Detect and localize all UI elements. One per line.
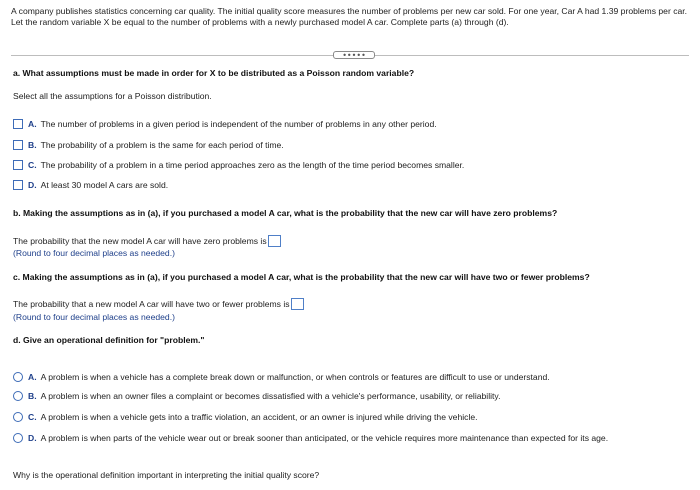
part-d-option-d[interactable]	[13, 433, 673, 444]
answer-prompt: The probability that a new model A car will have two or fewer problems is	[13, 299, 290, 309]
part-d-followup-question: Why is the operational definition important in interpreting the initial quality score?	[13, 470, 320, 480]
radio-button[interactable]	[13, 391, 23, 401]
part-d-option-a[interactable]	[13, 372, 550, 383]
part-a-option-b[interactable]	[13, 140, 284, 151]
option-letter: C.	[28, 412, 37, 422]
part-b-hint: (Round to four decimal places as needed.)	[13, 248, 175, 258]
part-b-question: b. Making the assumptions as in (a), if you purchased a model A car, what is the probability that the new car will have zero problems?	[13, 208, 558, 218]
part-b-answer-line	[13, 235, 281, 247]
checkbox[interactable]	[13, 140, 23, 150]
part-d-question: d. Give an operational definition for "problem."	[13, 335, 205, 345]
part-c-hint: (Round to four decimal places as needed.)	[13, 312, 175, 322]
option-text: A problem is when a vehicle has a complete break down or malfunction, or when controls or features are difficult to use or understand.	[40, 372, 550, 382]
part-a-option-d[interactable]	[13, 180, 168, 191]
option-letter: C.	[28, 160, 37, 170]
problem-intro: A company publishes statistics concerning car quality. The initial quality score measures the number of problems per new car sold. For one year, Car A had 1.39 problems per car. Let the random variable X be equal to the number of problems with a newly purchased model A car. Complete parts (a) through (d).	[11, 6, 688, 27]
checkbox[interactable]	[13, 160, 23, 170]
checkbox[interactable]	[13, 180, 23, 190]
checkbox[interactable]	[13, 119, 23, 129]
part-a-question: a. What assumptions must be made in order for X to be distributed as a Poisson random variable?	[13, 68, 415, 78]
answer-prompt: The probability that the new model A car will have zero problems is	[13, 236, 267, 246]
part-c-answer-line	[13, 298, 304, 310]
option-text: The probability of a problem is the same for each period of time.	[40, 140, 284, 150]
option-letter: D.	[28, 180, 37, 190]
radio-button[interactable]	[13, 412, 23, 422]
part-a-instruction: Select all the assumptions for a Poisson distribution.	[13, 91, 212, 101]
option-text: The probability of a problem in a time period approaches zero as the length of the time period becomes smaller.	[40, 160, 465, 170]
part-a-option-a[interactable]	[13, 119, 437, 130]
option-letter: D.	[28, 433, 37, 443]
part-d-option-c[interactable]	[13, 412, 478, 423]
part-c-question: c. Making the assumptions as in (a), if you purchased a model A car, what is the probability that the new car will have two or fewer problems?	[13, 272, 590, 282]
option-text: At least 30 model A cars are sold.	[40, 180, 169, 190]
radio-button[interactable]	[13, 372, 23, 382]
radio-button[interactable]	[13, 433, 23, 443]
answer-input-zero-problems[interactable]	[268, 235, 281, 247]
answer-input-two-or-fewer[interactable]	[291, 298, 304, 310]
option-letter: A.	[28, 119, 37, 129]
option-letter: A.	[28, 372, 37, 382]
expand-divider-button[interactable]: •••••	[333, 51, 375, 59]
option-text: A problem is when parts of the vehicle wear out or break sooner than anticipated, or the vehicle requires more maintenance than expected for its age.	[40, 433, 609, 443]
option-letter: B.	[28, 391, 37, 401]
option-text: A problem is when a vehicle gets into a traffic violation, an accident, or an owner is injured while driving the vehicle.	[40, 412, 478, 422]
part-d-option-b[interactable]	[13, 391, 500, 402]
option-letter: B.	[28, 140, 37, 150]
option-text: A problem is when an owner files a complaint or becomes dissatisfied with a vehicle's performance, usability, or reliability.	[40, 391, 501, 401]
option-text: The number of problems in a given period is independent of the number of problems in any other period.	[40, 119, 437, 129]
part-a-option-c[interactable]	[13, 160, 464, 171]
